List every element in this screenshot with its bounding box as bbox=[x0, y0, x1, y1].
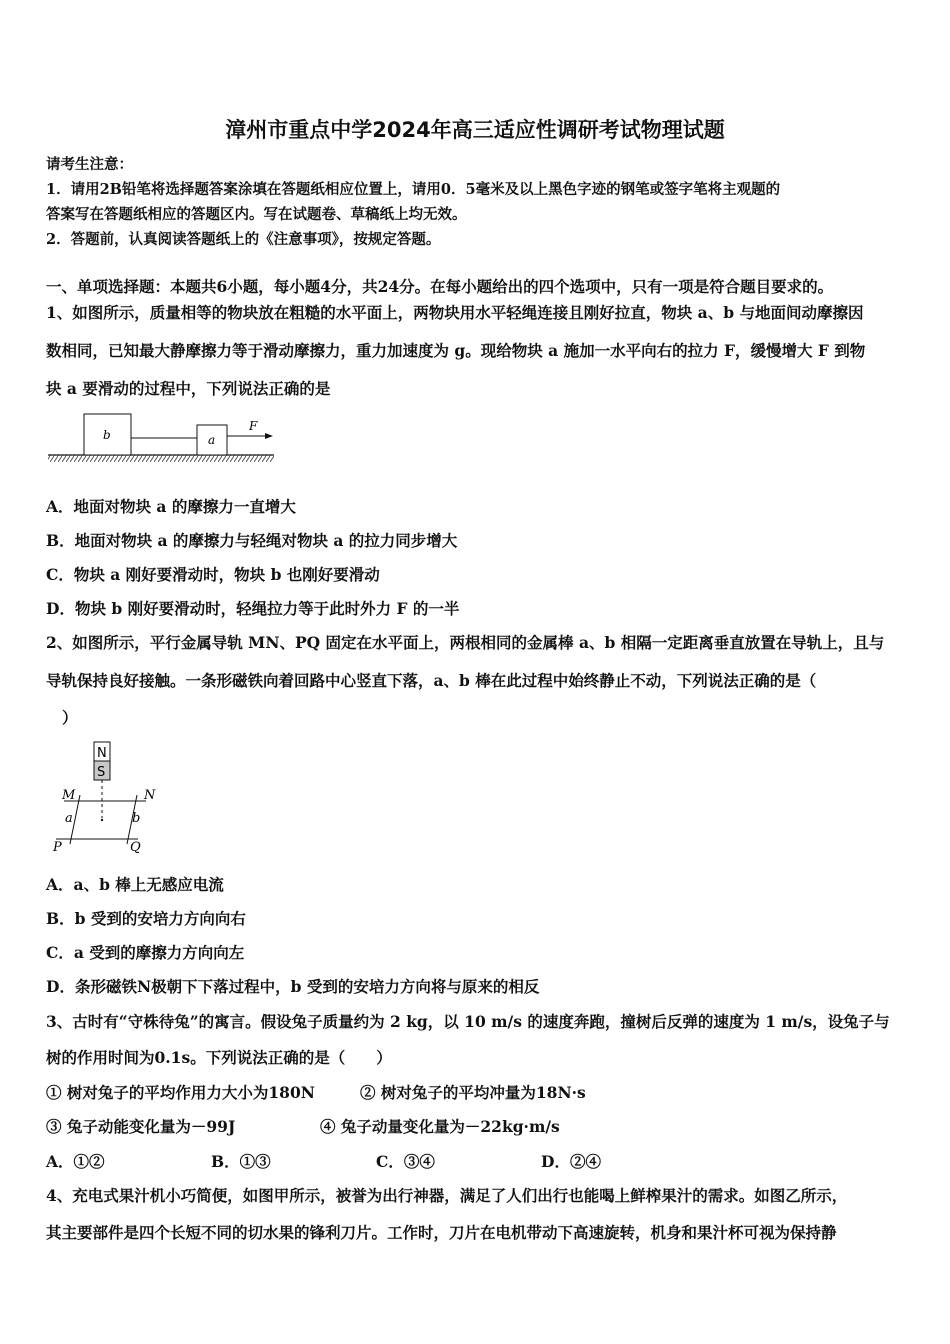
notice-item1-line1: 1．请用2B铅笔将选择题答案涂填在答题纸相应位置上，请用0．5毫米及以上黑色字迹的钢笔或签字笔将主观题的 bbox=[46, 181, 781, 198]
label-M: M bbox=[62, 788, 76, 803]
q1-option-b: B．地面对物块 a 的摩擦力与轻绳对物块 a 的拉力同步增大 bbox=[46, 531, 458, 550]
q3-line1: 3、古时有“守株待兔”的寓言。假设兔子质量约为 2 kg，以 10 m/s 的速度奔跑，撞树后反弹的速度为 1 m/s，设兔子与 bbox=[46, 1012, 890, 1031]
q3-statement-4: ④ 兔子动量变化量为－22kg·m/s bbox=[320, 1117, 560, 1136]
magnet-north-label: N bbox=[97, 746, 107, 761]
q3-statement-2: ② 树对兔子的平均冲量为18N·s bbox=[360, 1083, 586, 1102]
q1-line3: 块 a 要滑动的过程中，下列说法正确的是 bbox=[46, 379, 331, 398]
q1-figure bbox=[46, 408, 286, 468]
notice-heading: 请考生注意： bbox=[46, 156, 133, 173]
q3-option-d: D．②④ bbox=[541, 1152, 601, 1171]
q2-line2: 导轨保持良好接触。一条形磁铁向着回路中心竖直下落，a、b 棒在此过程中始终静止不动，下列说法正确的是（ bbox=[46, 671, 817, 690]
section1-heading: 一、单项选择题：本题共6小题，每小题4分，共24分。在每小题给出的四个选项中，只有一项是符合题目要求的。 bbox=[46, 277, 834, 296]
q3-statement-3: ③ 兔子动能变化量为－99J bbox=[46, 1117, 236, 1136]
q2-line3: ） bbox=[62, 708, 78, 727]
exam-title: 漳州市重点中学2024年高三适应性调研考试物理试题 bbox=[225, 118, 725, 142]
magnet-south-label: S bbox=[97, 765, 106, 780]
q2-option-d: D．条形磁铁N极朝下下落过程中，b 受到的安培力方向将与原来的相反 bbox=[46, 977, 540, 996]
label-Q: Q bbox=[130, 840, 141, 855]
ground bbox=[48, 455, 274, 462]
label-b: b bbox=[103, 428, 111, 442]
q1-line1: 1、如图所示，质量相等的物块放在粗糙的水平面上，两物块用水平轻绳连接且刚好拉直，物块 a、b 与地面间动摩擦因 bbox=[46, 303, 864, 322]
label-a: a bbox=[208, 433, 216, 447]
q1-line2: 数相同，已知最大静摩擦力等于滑动摩擦力，重力加速度为 g。现给物块 a 施加一水平向右的拉力 F，缓慢增大 F 到物 bbox=[46, 341, 866, 360]
label-N: N bbox=[144, 788, 156, 803]
label-rod-b: b bbox=[132, 811, 141, 826]
label-rod-a: a bbox=[65, 811, 73, 826]
q1-option-a: A．地面对物块 a 的摩擦力一直增大 bbox=[46, 497, 296, 516]
q4-line2: 其主要部件是四个长短不同的切水果的锋利刀片。工作时，刀片在电机带动下高速旋转，机身和果汁杯可视为保持静 bbox=[46, 1223, 837, 1242]
force-arrowhead bbox=[265, 433, 273, 439]
q2-line1: 2、如图所示，平行金属导轨 MN、PQ 固定在水平面上，两根相同的金属棒 a、b 相隔一定距离垂直放置在导轨上，且与 bbox=[46, 633, 885, 652]
q2-figure bbox=[46, 738, 176, 860]
notice-item1-line2: 答案写在答题纸相应的答题区内。写在试题卷、草稿纸上均无效。 bbox=[46, 206, 467, 223]
q2-option-c: C．a 受到的摩擦力方向向左 bbox=[46, 943, 245, 962]
circuit-center-dot bbox=[101, 819, 103, 821]
q3-line2: 树的作用时间为0.1s。下列说法正确的是（ ） bbox=[46, 1048, 392, 1067]
q3-statement-1: ① 树对兔子的平均作用力大小为180N bbox=[46, 1083, 315, 1102]
notice-item2: 2．答题前，认真阅读答题纸上的《注意事项》，按规定答题。 bbox=[46, 231, 441, 248]
q1-option-c: C．物块 a 刚好要滑动时，物块 b 也刚好要滑动 bbox=[46, 565, 380, 584]
label-P: P bbox=[53, 840, 62, 855]
q2-option-a: A．a、b 棒上无感应电流 bbox=[46, 875, 224, 894]
q2-option-b: B．b 受到的安培力方向向右 bbox=[46, 909, 246, 928]
q3-option-b: B．①③ bbox=[211, 1152, 271, 1171]
q1-option-d: D．物块 b 刚好要滑动时，轻绳拉力等于此时外力 F 的一半 bbox=[46, 599, 460, 618]
q3-option-a: A．①② bbox=[46, 1152, 105, 1171]
q4-line1: 4、充电式果汁机小巧简便，如图甲所示，被誉为出行神器，满足了人们出行也能喝上鲜榨果汁的需求。如图乙所示， bbox=[46, 1186, 848, 1205]
label-F: F bbox=[249, 419, 258, 433]
q3-option-c: C．③④ bbox=[376, 1152, 435, 1171]
